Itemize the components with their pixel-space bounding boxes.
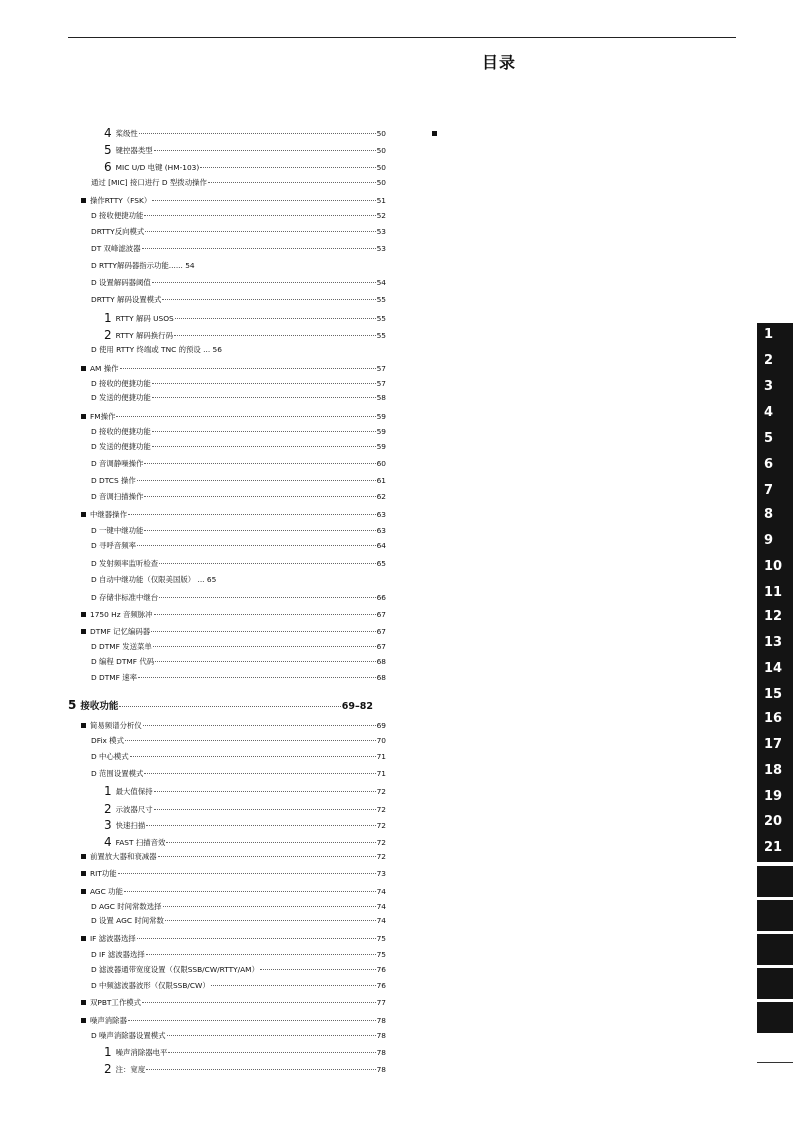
dot-leader: [145, 231, 375, 232]
chapter-tab-label: 8: [764, 507, 774, 522]
dot-leader: [211, 985, 376, 986]
square-bullet-icon: [81, 366, 86, 371]
toc-entry[interactable]: [104, 836, 386, 848]
toc-entry-text: D AGC 时间常数选择: [91, 902, 162, 911]
toc-entry-number: 1: [104, 784, 112, 798]
toc-entry[interactable]: [81, 627, 386, 637]
toc-entry[interactable]: [91, 427, 386, 437]
chapter-tab-label: 10: [764, 559, 783, 574]
toc-entry-text: D 发送的便捷功能: [91, 393, 151, 402]
chapter-tab[interactable]: [757, 810, 793, 836]
chapter-tab[interactable]: [757, 453, 793, 479]
toc-entry-text: 简易频谱分析仪: [90, 721, 142, 730]
toc-entry-number: 4: [104, 126, 112, 140]
toc-entry[interactable]: [91, 492, 386, 502]
toc-entry-text: D 接收的便捷功能: [91, 427, 151, 436]
toc-entry[interactable]: [104, 1063, 386, 1075]
dot-leader: [128, 1020, 376, 1021]
chapter-tab-label: 14: [764, 661, 783, 676]
toc-entry[interactable]: [104, 312, 386, 324]
chapter-tab-label: 2: [764, 353, 774, 368]
dot-leader: [162, 299, 375, 300]
dot-leader: [166, 842, 375, 843]
chapter-tab-label: 4: [764, 405, 774, 420]
square-bullet-icon: [81, 612, 86, 617]
toc-entry-text: 噪声消除器电平: [115, 1048, 168, 1057]
toc-page-number: 59: [376, 412, 386, 421]
toc-page-number: 60: [376, 459, 386, 468]
toc-entry-text: D 范围设置模式: [91, 769, 144, 778]
toc-page-number: 61: [376, 476, 386, 485]
toc-page-number: 74: [376, 887, 386, 896]
chapter-tab-label: 9: [764, 533, 774, 548]
toc-entry-text: D 编程 DTMF 代码: [91, 657, 155, 666]
toc-page-number: 53: [376, 227, 386, 236]
toc-page-number: 64: [376, 541, 386, 550]
dot-leader: [144, 215, 375, 216]
toc-entry-number: 6: [104, 160, 112, 174]
toc-entry[interactable]: [104, 329, 386, 341]
dot-leader: [158, 856, 376, 857]
toc-entry[interactable]: [91, 642, 386, 652]
toc-page-number: 67: [376, 627, 386, 636]
toc-entry[interactable]: [91, 459, 386, 469]
dot-leader: [143, 725, 376, 726]
dot-leader: [168, 1052, 375, 1053]
toc-entry-text: 注：宽度: [115, 1065, 146, 1074]
dot-leader: [154, 614, 376, 615]
toc-entry[interactable]: [81, 412, 386, 422]
toc-entry-text: D 滤波器通带宽度设置（仅限SSB/CW/RTTY/AM）: [91, 965, 259, 974]
toc-entry-text: 键控器类型: [115, 146, 153, 155]
toc-page-number: 59: [376, 442, 386, 451]
toc-entry-number: 4: [104, 835, 112, 849]
toc-entry-text: D DTCS 操作: [91, 476, 136, 485]
dot-leader: [124, 891, 376, 892]
toc-entry[interactable]: [91, 526, 386, 536]
chapter-tab-label: 21: [764, 840, 783, 855]
square-bullet-icon: [81, 414, 86, 419]
chapter-tab[interactable]: [757, 581, 793, 605]
toc-entry-text: 最大值保持: [115, 787, 153, 796]
dot-leader: [128, 514, 376, 515]
toc-entry-text: DRTTY反向模式: [91, 227, 145, 236]
square-bullet-icon: [81, 629, 86, 634]
dot-leader: [125, 740, 376, 741]
toc-entry[interactable]: [91, 442, 386, 452]
toc-page-number: 55: [376, 295, 386, 304]
dot-leader: [174, 335, 376, 336]
toc-entry[interactable]: [91, 916, 386, 926]
toc-entry-text: D 音调静噪操作: [91, 459, 144, 468]
dot-leader: [144, 496, 375, 497]
chapter-tab[interactable]: [757, 785, 793, 810]
toc-entry[interactable]: [91, 559, 386, 569]
toc-page-number: 70: [376, 736, 386, 745]
square-bullet-icon: [81, 1018, 86, 1023]
toc-entry[interactable]: [91, 769, 386, 779]
toc-page-number: 75: [376, 950, 386, 959]
toc-entry-text: D DTMF 发送菜单: [91, 642, 152, 651]
toc-page-number: 58: [376, 393, 386, 402]
toc-entry[interactable]: [104, 144, 386, 156]
chapter-tab-label: 6: [764, 457, 774, 472]
toc-page-number: 73: [376, 869, 386, 878]
toc-entry-text: D 自动中继功能（仅限美国版） ... 65: [91, 575, 217, 584]
toc-page-number: 50: [376, 178, 386, 187]
page-title: 目录: [482, 53, 517, 72]
toc-entry[interactable]: [91, 295, 386, 305]
toc-entry-text: D 接收的便捷功能: [91, 379, 151, 388]
chapter-tab[interactable]: [757, 866, 793, 897]
toc-page-number: 72: [376, 821, 386, 830]
toc-entry-number: 1: [104, 1045, 112, 1059]
toc-page-number: 78: [376, 1048, 386, 1057]
dot-leader: [200, 167, 375, 168]
toc-page-number: 57: [376, 364, 386, 373]
toc-entry-text: D IF 滤波器选择: [91, 950, 145, 959]
toc-entry[interactable]: [81, 887, 386, 897]
right-column-bullet: [432, 131, 437, 136]
chapter-tab[interactable]: [757, 934, 793, 965]
dot-leader: [146, 825, 375, 826]
dot-leader: [152, 282, 376, 283]
chapter-tab-label: 7: [764, 483, 774, 498]
toc-entry[interactable]: [81, 852, 386, 862]
dot-leader: [152, 446, 376, 447]
toc-entry-text: DT 双峰滤波器: [91, 244, 141, 253]
square-bullet-icon: [81, 936, 86, 941]
toc-page-number: 54: [376, 278, 386, 287]
toc-page-number: 72: [376, 852, 386, 861]
chapter-tab-label: 17: [764, 737, 783, 752]
toc-entry-text: D 寻呼音频率: [91, 541, 136, 550]
toc-entry[interactable]: [91, 575, 216, 585]
chapter-tab[interactable]: [757, 1002, 793, 1033]
toc-entry[interactable]: [81, 364, 386, 374]
toc-entry-text: FAST 扫描音效: [115, 838, 166, 847]
dot-leader: [146, 1069, 375, 1070]
toc-entry-number: 2: [104, 1062, 112, 1076]
chapter-tab[interactable]: [757, 733, 793, 759]
toc-entry[interactable]: [91, 965, 386, 975]
dot-leader: [130, 756, 376, 757]
toc-page-number: 63: [376, 510, 386, 519]
toc-entry[interactable]: [91, 541, 386, 551]
toc-entry[interactable]: [91, 673, 386, 683]
toc-entry[interactable]: [91, 261, 195, 271]
toc-page-number: 50: [376, 129, 386, 138]
chapter-tab[interactable]: [757, 349, 793, 375]
toc-entry[interactable]: [91, 902, 386, 912]
toc-entry-text: RIT功能: [90, 869, 117, 878]
toc-entry-number: 2: [104, 328, 112, 342]
toc-entry-number: 3: [104, 818, 112, 832]
toc-entry-text: D 中频滤波器波形（仅限SSB/CW）: [91, 981, 210, 990]
toc-page-number: 57: [376, 379, 386, 388]
toc-page-number: 75: [376, 934, 386, 943]
chapter-tab[interactable]: [757, 968, 793, 999]
toc-entry-text: D DTMF 速率: [91, 673, 138, 682]
dot-leader: [119, 706, 340, 707]
toc-entry[interactable]: [91, 981, 386, 991]
toc-entry-text: 1750 Hz 音频脉冲: [90, 610, 153, 619]
toc-page-number: 76: [376, 965, 386, 974]
toc-page-number: 78: [376, 1065, 386, 1074]
toc-entry[interactable]: [91, 278, 386, 288]
chapter-tab[interactable]: [757, 605, 793, 631]
toc-page-number: 78: [376, 1031, 386, 1040]
dot-leader: [144, 463, 375, 464]
toc-entry-text: D 接收便捷功能: [91, 211, 144, 220]
table-of-contents: [0, 0, 400, 1100]
toc-entry[interactable]: [81, 196, 386, 206]
toc-page-number: 69: [376, 721, 386, 730]
chapter-tab[interactable]: [757, 427, 793, 453]
toc-entry-text: D 噪声消除器设置模式: [91, 1031, 166, 1040]
toc-entry[interactable]: [81, 721, 386, 731]
chapter-tab[interactable]: [757, 631, 793, 657]
chapter-tab-label: 5: [764, 431, 774, 446]
toc-entry-text: D 中心模式: [91, 752, 129, 761]
toc-page-number: 59: [376, 427, 386, 436]
chapter-tab[interactable]: [757, 401, 793, 427]
toc-entry[interactable]: [91, 211, 386, 221]
chapter-tab[interactable]: [757, 836, 793, 862]
toc-entry-text: 前置放大器和衰减器: [90, 852, 157, 861]
toc-entry-text: D 存储非标准中继台: [91, 593, 159, 602]
dot-leader: [138, 677, 376, 678]
dot-leader: [154, 809, 376, 810]
chapter-tab-label: 15: [764, 687, 783, 702]
toc-page-number: 62: [376, 492, 386, 501]
toc-entry-text: 桨级性: [115, 129, 138, 138]
toc-entry-text: IF 滤波器选择: [90, 934, 136, 943]
toc-entry[interactable]: [104, 803, 386, 815]
dot-leader: [137, 480, 376, 481]
dot-leader: [139, 133, 376, 134]
toc-entry-text: DFix 模式: [91, 736, 124, 745]
square-bullet-icon: [81, 1000, 86, 1005]
chapter-tab[interactable]: [757, 683, 793, 707]
chapter-tab[interactable]: [757, 707, 793, 733]
toc-page-number: 53: [376, 244, 386, 253]
square-bullet-icon: [81, 512, 86, 517]
dot-leader: [152, 383, 376, 384]
toc-page-number: 55: [376, 331, 386, 340]
dot-leader: [154, 150, 376, 151]
toc-entry-text: D 设置解码器阈值: [91, 278, 151, 287]
toc-entry-text: DRTTY 解码设置模式: [91, 295, 162, 304]
dot-leader: [159, 597, 375, 598]
toc-page-number: 67: [376, 610, 386, 619]
toc-entry[interactable]: [91, 244, 386, 254]
toc-page-number: 65: [376, 559, 386, 568]
toc-page-number: 63: [376, 526, 386, 535]
toc-entry[interactable]: [81, 869, 386, 879]
dot-leader: [137, 938, 376, 939]
toc-entry-text: 噪声消除器: [90, 1016, 127, 1025]
toc-entry-number: 1: [104, 311, 112, 325]
toc-page-number: 76: [376, 981, 386, 990]
toc-entry[interactable]: [91, 379, 386, 389]
toc-entry-number: 5: [104, 143, 112, 157]
dot-leader: [155, 661, 375, 662]
toc-entry-text: D 音调扫描操作: [91, 492, 144, 501]
toc-entry-text: 通过 [MIC] 接口进行 D 型拨动操作: [91, 178, 207, 187]
dot-leader: [153, 646, 376, 647]
chapter-tab[interactable]: [757, 323, 793, 349]
square-bullet-icon: [81, 889, 86, 894]
square-bullet-icon: [81, 723, 86, 728]
toc-entry-text: AM 操作: [90, 364, 119, 373]
dot-leader: [154, 791, 376, 792]
chapter-tab-label: 13: [764, 635, 783, 650]
toc-entry-text: D 发送的便捷功能: [91, 442, 151, 451]
toc-entry-number: 2: [104, 802, 112, 816]
toc-page-number: 72: [376, 838, 386, 847]
toc-page-number: 51: [376, 196, 386, 205]
dot-leader: [116, 416, 375, 417]
square-bullet-icon: [81, 854, 86, 859]
toc-entry-text: 接收功能: [80, 701, 119, 712]
toc-entry-text: D 使用 RTTY 终端或 TNC 的预设 ... 56: [91, 345, 222, 354]
toc-entry[interactable]: [91, 657, 386, 667]
toc-entry[interactable]: [91, 178, 386, 188]
toc-entry-text: 双PBT工作模式: [90, 998, 141, 1007]
toc-entry[interactable]: [81, 1016, 386, 1026]
chapter-tab-label: 20: [764, 814, 783, 829]
toc-page-number: 68: [376, 673, 386, 682]
toc-page-number: 77: [376, 998, 386, 1007]
dot-leader: [167, 1035, 376, 1036]
toc-entry[interactable]: [91, 736, 386, 746]
chapter-tab[interactable]: [757, 900, 793, 931]
dot-leader: [142, 1002, 376, 1003]
toc-page-number: 71: [376, 752, 386, 761]
chapter-tab[interactable]: [757, 555, 793, 581]
toc-page-number: 74: [376, 902, 386, 911]
dot-leader: [120, 368, 376, 369]
dot-leader: [163, 906, 376, 907]
toc-entry[interactable]: [104, 819, 386, 831]
toc-entry-text: FM操作: [90, 412, 116, 421]
dot-leader: [144, 530, 375, 531]
toc-page-number: 68: [376, 657, 386, 666]
square-bullet-icon: [81, 198, 86, 203]
toc-entry[interactable]: [91, 476, 386, 486]
toc-page-number: 78: [376, 1016, 386, 1025]
toc-page-number: 55: [376, 314, 386, 323]
chapter-tab[interactable]: [757, 375, 793, 401]
dot-leader: [152, 200, 375, 201]
toc-entry-text: 示波器尺寸: [115, 805, 153, 814]
toc-entry-text: D RTTY解码器指示功能...... 54: [91, 261, 195, 270]
toc-entry[interactable]: [91, 950, 386, 960]
chapter-tab[interactable]: [757, 657, 793, 683]
dot-leader: [144, 773, 375, 774]
chapter-tab-label: 18: [764, 763, 783, 778]
toc-entry[interactable]: [91, 1031, 386, 1041]
toc-entry-text: 快速扫描: [115, 821, 146, 830]
toc-entry[interactable]: [81, 510, 386, 520]
toc-entry-text: MIC U/D 电键 (HM-103): [115, 163, 200, 172]
dot-leader: [118, 873, 376, 874]
chapter-tab[interactable]: [757, 529, 793, 555]
toc-page-number: 67: [376, 642, 386, 651]
toc-page-number: 50: [376, 163, 386, 172]
chapter-tab-label: 11: [764, 585, 783, 600]
toc-entry[interactable]: [104, 161, 386, 173]
toc-entry[interactable]: [91, 752, 386, 762]
toc-entry[interactable]: [91, 593, 386, 603]
toc-page-number: 50: [376, 146, 386, 155]
toc-entry[interactable]: [91, 345, 222, 355]
chapter-tab-label: 16: [764, 711, 783, 726]
toc-entry[interactable]: [104, 785, 386, 797]
dot-leader: [175, 318, 376, 319]
dot-leader: [152, 397, 376, 398]
toc-entry-text: RTTY 解码换行码: [115, 331, 173, 340]
toc-entry-text: AGC 功能: [90, 887, 123, 896]
dot-leader: [159, 563, 375, 564]
toc-entry-text: DTMF 记忆编码器: [90, 627, 151, 636]
toc-page-number: 72: [376, 805, 386, 814]
toc-entry-text: D 设置 AGC 时间常数: [91, 916, 164, 925]
toc-entry[interactable]: [81, 998, 386, 1008]
dot-leader: [151, 631, 375, 632]
chapter-tab[interactable]: [757, 503, 793, 529]
toc-page-number: 66: [376, 593, 386, 602]
chapter-tab-label: 3: [764, 379, 774, 394]
toc-entry[interactable]: [91, 393, 386, 403]
toc-entry-text: D 发射频率监听检查: [91, 559, 159, 568]
chapter-tab-label: 12: [764, 609, 783, 624]
dot-leader: [165, 920, 376, 921]
dot-leader: [142, 248, 376, 249]
chapter-tab[interactable]: [757, 759, 793, 785]
toc-entry-text: RTTY 解码 USOS: [115, 314, 174, 323]
toc-entry[interactable]: [104, 127, 386, 139]
dot-leader: [152, 431, 376, 432]
toc-page-number: 72: [376, 787, 386, 796]
toc-page-number: 71: [376, 769, 386, 778]
chapter-tab-label: 1: [764, 327, 774, 342]
toc-entry-text: D 一键中继功能: [91, 526, 144, 535]
bottom-rule: [757, 1062, 793, 1063]
toc-page-number: 52: [376, 211, 386, 220]
dot-leader: [260, 969, 376, 970]
square-bullet-icon: [81, 871, 86, 876]
dot-leader: [208, 182, 376, 183]
toc-section-heading[interactable]: [68, 699, 373, 713]
toc-entry[interactable]: [81, 934, 386, 944]
toc-entry[interactable]: [81, 610, 386, 620]
toc-entry-text: 中继器操作: [90, 510, 127, 519]
toc-entry-number: 5: [68, 698, 77, 712]
toc-entry[interactable]: [91, 227, 386, 237]
chapter-tab-label: 19: [764, 789, 783, 804]
toc-page-number: 69–82: [341, 701, 373, 712]
toc-page-number: 74: [376, 916, 386, 925]
toc-entry[interactable]: [104, 1046, 386, 1058]
chapter-tab[interactable]: [757, 479, 793, 503]
dot-leader: [146, 954, 376, 955]
dot-leader: [137, 545, 376, 546]
toc-entry-text: 操作RTTY（FSK）: [90, 196, 152, 205]
